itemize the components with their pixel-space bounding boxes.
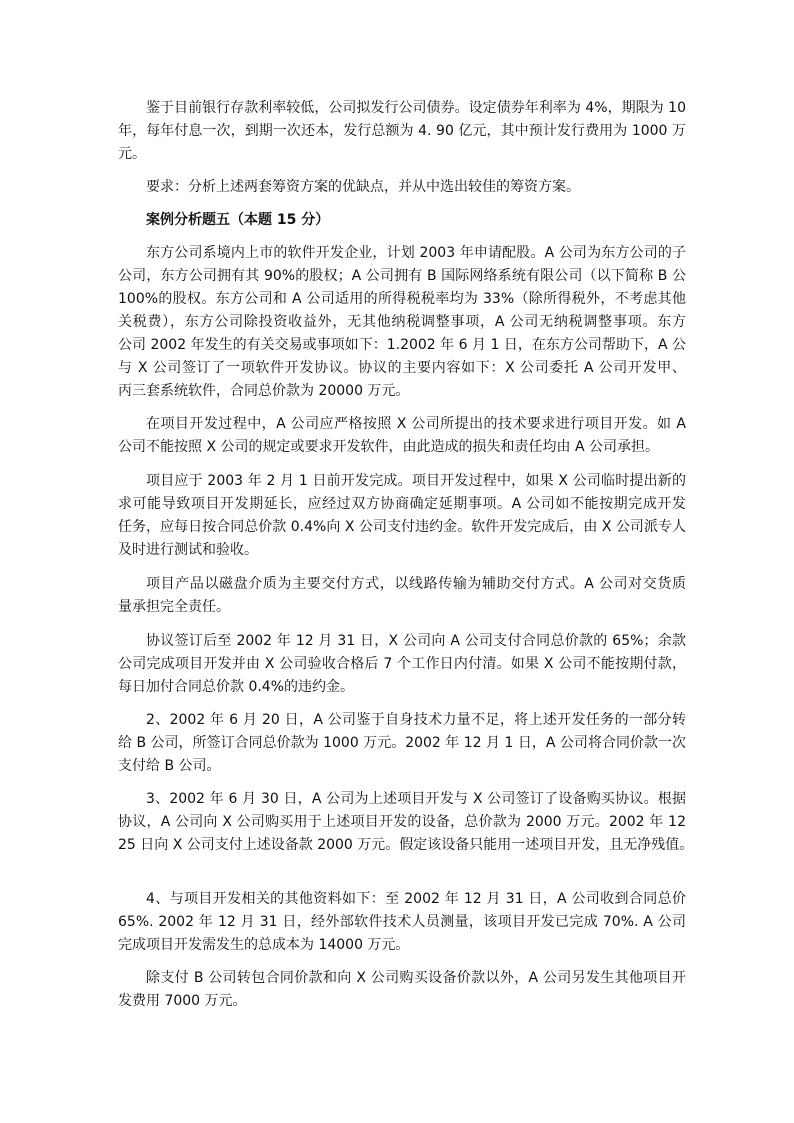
paragraph-item-3 <box>118 788 694 857</box>
paragraph-item-4 <box>118 888 686 957</box>
text-line: 在项目开发过程中，A 公司应严格按照 X 公司所提出的技术要求进行项目开发。如 A <box>146 416 686 432</box>
text-line: 丙三套系统软件，合同总价款为 20000 万元。 <box>118 383 410 399</box>
text-line: 东方公司系境内上市的软件开发企业，计划 2003 年申请配股。A 公司为东方公司的子 <box>146 245 686 261</box>
section-heading <box>118 209 686 232</box>
text-line: 公司 2002 年发生的有关交易或事项如下：1.2002 年 6 月 1 日，在东方公司帮助下，A 公 <box>118 337 686 353</box>
paragraph-other-costs <box>118 967 686 1013</box>
text-line: 100%的股权。东方公司和 A 公司适用的所得税税率均为 33%（除所得税外，不考虑其他 <box>118 291 686 307</box>
text-line: 任务，应每日按合同总价款 0.4%向 X 公司支付违约金。软件开发完成后，由 X 公司派专人 <box>118 519 686 535</box>
paragraph-dev-requirements <box>118 413 686 459</box>
text-line: 3、2002 年 6 月 30 日，A 公司为上述项目开发与 X 公司签订了设备购买协议。根据 <box>146 791 686 807</box>
text-line: 每日加付合同总价款 0.4%的违约金。 <box>118 679 355 695</box>
text-line: 除支付 B 公司转包合同价款和向 X 公司购买设备价款以外，A 公司另发生其他项目开 <box>146 970 686 986</box>
text-line: 求可能导致项目开发期延长，应经过双方协商确定延期事项。A 公司如不能按期完成开发 <box>118 496 686 512</box>
paragraph-case-intro <box>118 242 686 403</box>
text-line: 要求：分析上述两套筹资方案的优缺点，并从中选出较佳的筹资方案。 <box>146 179 580 195</box>
text-line: 及时进行测试和验收。 <box>118 542 258 558</box>
text-line: 支付给 B 公司。 <box>118 758 221 774</box>
text-line: 元。 <box>118 146 146 162</box>
text-line: 公司完成项目开发并由 X 公司验收合格后 7 个工作日内付清。如果 X 公司不能按期付款， <box>118 656 686 672</box>
text-line: 25 日向 X 公司支付上述设备款 2000 万元。假定该设备只能用一述项目开发，且无净残值。 <box>118 837 694 853</box>
text-line: 给 B 公司，所签订合同总价款为 1000 万元。2002 年 12 月 1 日，A 公司将合同价款一次 <box>118 735 686 751</box>
text-line: 与 X 公司签订了一项软件开发协议。协议的主要内容如下：X 公司委托 A 公司开发甲、 <box>118 360 686 376</box>
text-line: 项目产品以磁盘介质为主要交付方式，以线路传输为辅助交付方式。A 公司对交货质 <box>146 576 686 592</box>
text-line: 公司不能按照 X 公司的规定或要求开发软件，由此造成的损失和责任均由 A 公司承担。 <box>118 439 659 455</box>
paragraph-payment <box>118 630 686 699</box>
text-line: 项目应于 2003 年 2 月 1 日前开发完成。项目开发过程中，如果 X 公司临时提出新的 <box>146 473 686 489</box>
paragraph-delivery <box>118 573 686 619</box>
text-line: 关税费），东方公司除投资收益外，无其他纳税调整事项，A 公司无纳税调整事项。东方 <box>118 314 686 330</box>
paragraph-bond-plan <box>118 97 686 166</box>
text-line: 案例分析题五（本题 15 分） <box>146 212 330 228</box>
text-line: 鉴于目前银行存款利率较低，公司拟发行公司债券。设定债券年利率为 4%，期限为 10 <box>146 100 686 116</box>
paragraph-deadline <box>118 470 686 562</box>
paragraph-requirement <box>118 176 686 199</box>
text-line: 公司，东方公司拥有其 90%的股权；A 公司拥有 B 国际网络系统有限公司（以下简称 B 公 <box>118 268 686 284</box>
text-line: 2、2002 年 6 月 20 日，A 公司鉴于自身技术力量不足，将上述开发任务的一部分转 <box>146 712 686 728</box>
text-line: 4、与项目开发相关的其他资料如下：至 2002 年 12 月 31 日，A 公司收到合同总价 <box>146 891 686 907</box>
text-line: 完成项目开发需发生的总成本为 14000 万元。 <box>118 937 410 953</box>
text-line: 65%. 2002 年 12 月 31 日，经外部软件技术人员测量，该项目开发已完成 70%. A 公司 <box>118 914 686 930</box>
text-line: 量承担完全责任。 <box>118 599 230 615</box>
text-line: 协议，A 公司向 X 公司购买用于上述项目开发的设备，总价款为 2000 万元。2002 年 12 <box>118 814 686 830</box>
text-line: 年，每年付息一次，到期一次还本，发行总额为 4. 90 亿元，其中预计发行费用为 1000 万 <box>118 123 686 139</box>
text-line: 发费用 7000 万元。 <box>118 993 247 1009</box>
paragraph-item-2 <box>118 709 686 778</box>
text-line: 协议签订后至 2002 年 12 月 31 日，X 公司向 A 公司支付合同总价款的 65%；余款 <box>146 633 686 649</box>
